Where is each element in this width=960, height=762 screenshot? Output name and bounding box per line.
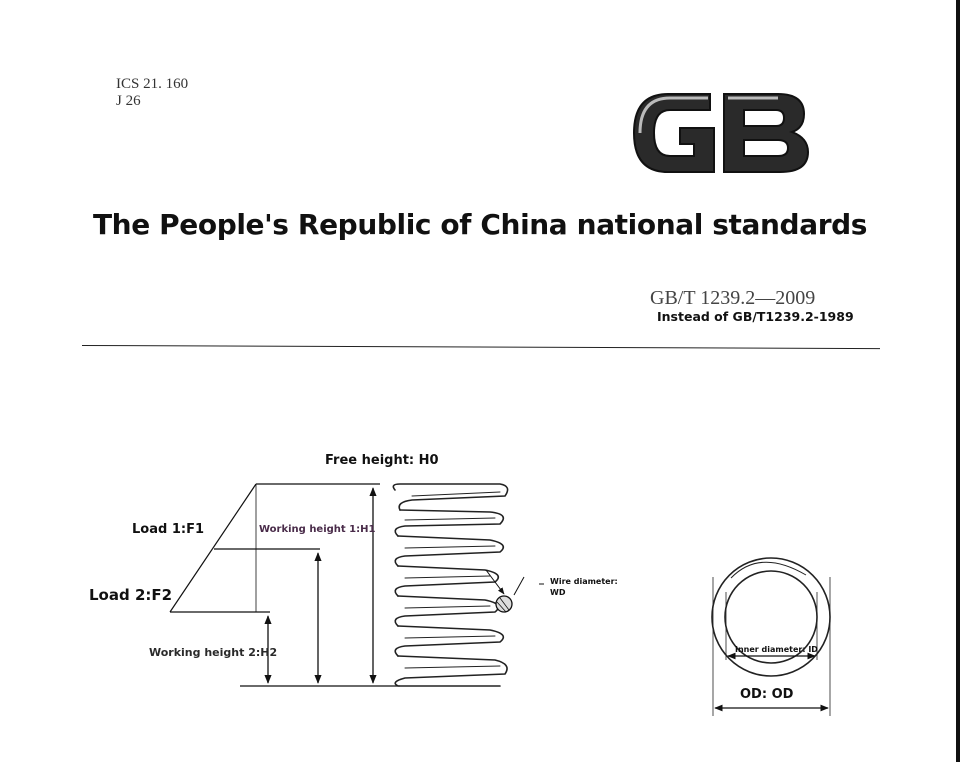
ics-code: ICS 21. 160 bbox=[116, 76, 189, 92]
standard-number: GB/T 1239.2—2009 bbox=[650, 287, 816, 309]
free-height-label: Free height: H0 bbox=[325, 453, 439, 468]
wire-diameter-label: Wire diameter: bbox=[550, 577, 618, 586]
load2-label: Load 2:F2 bbox=[89, 586, 173, 604]
working-height2-label: Working height 2:H2 bbox=[149, 646, 278, 659]
load1-label: Load 1:F1 bbox=[132, 522, 204, 537]
inner-diameter-label: Inner diameter: ID bbox=[735, 645, 818, 654]
wire-diameter-abbrev: WD bbox=[550, 588, 566, 597]
ccs-code: J 26 bbox=[116, 93, 141, 109]
replaces-standard: Instead of GB/T1239.2-1989 bbox=[657, 309, 854, 324]
wire-cross-section bbox=[486, 570, 544, 612]
dimension-arrows bbox=[268, 488, 373, 683]
working-height1-label: Working height 1:H1 bbox=[259, 524, 376, 535]
spring-side-view bbox=[393, 484, 507, 686]
outer-diameter-label: OD: OD bbox=[740, 687, 794, 702]
document-title: The People's Republic of China national standards bbox=[92, 208, 868, 241]
page-edge bbox=[956, 0, 960, 762]
